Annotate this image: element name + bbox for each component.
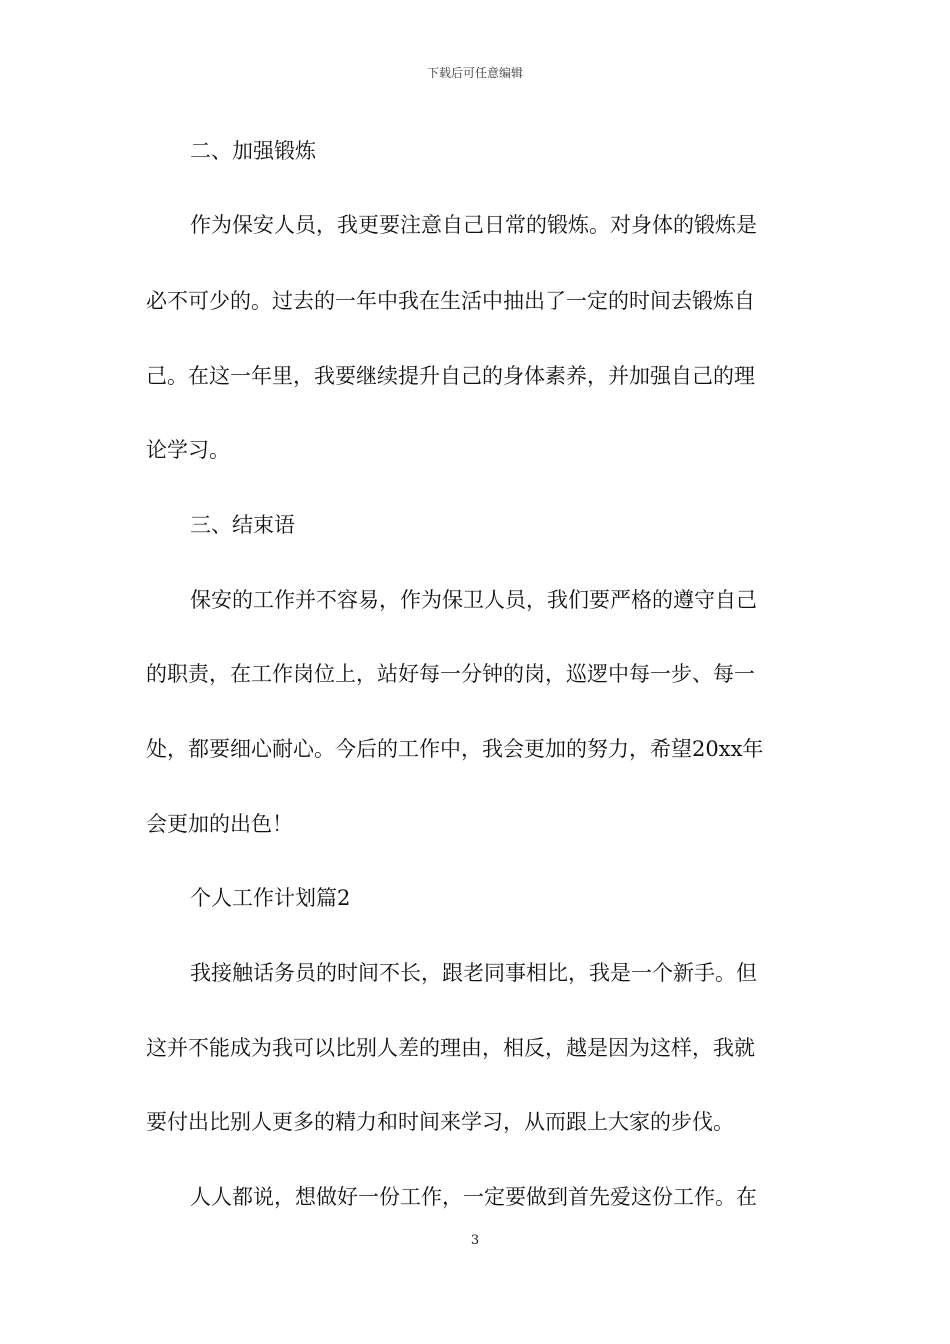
paragraph-line: 保安的工作并不容易，作为保卫人员，我们要严格的遵守自己 <box>190 588 757 612</box>
section-heading-exercise: 二、加强锻炼 <box>190 139 316 163</box>
paragraph-line: 的职责，在工作岗位上，站好每一分钟的岗，巡逻中每一步、每一 <box>146 662 755 686</box>
paragraph-line: 会更加的出色！ <box>146 812 293 836</box>
section-heading-conclusion: 三、结束语 <box>190 513 295 537</box>
paragraph-line: 人人都说，想做好一份工作，一定要做到首先爱这份工作。在 <box>190 1185 757 1209</box>
paragraph-line: 这并不能成为我可以比别人差的理由，相反，越是因为这样，我就 <box>146 1036 755 1060</box>
page-number: 3 <box>470 1233 480 1248</box>
paragraph-line: 论学习。 <box>146 438 230 462</box>
paragraph-line: 要付出比别人更多的精力和时间来学习，从而跟上大家的步伐。 <box>146 1110 734 1134</box>
paragraph-line: 作为保安人员，我更要注意自己日常的锻炼。对身体的锻炼是 <box>190 213 757 237</box>
paragraph-line: 必不可少的。过去的一年中我在生活中抽出了一定的时间去锻炼自 <box>146 289 755 313</box>
article-title: 个人工作计划篇2 <box>190 886 351 910</box>
paragraph-line: 己。在这一年里，我要继续提升自己的身体素养，并加强自己的理 <box>146 364 755 388</box>
paragraph-line: 处，都要细心耐心。今后的工作中，我会更加的努力，希望20xx年 <box>146 737 764 761</box>
header-note: 下载后可任意编辑 <box>426 66 523 80</box>
paragraph-line: 我接触话务员的时间不长，跟老同事相比，我是一个新手。但 <box>190 961 757 985</box>
